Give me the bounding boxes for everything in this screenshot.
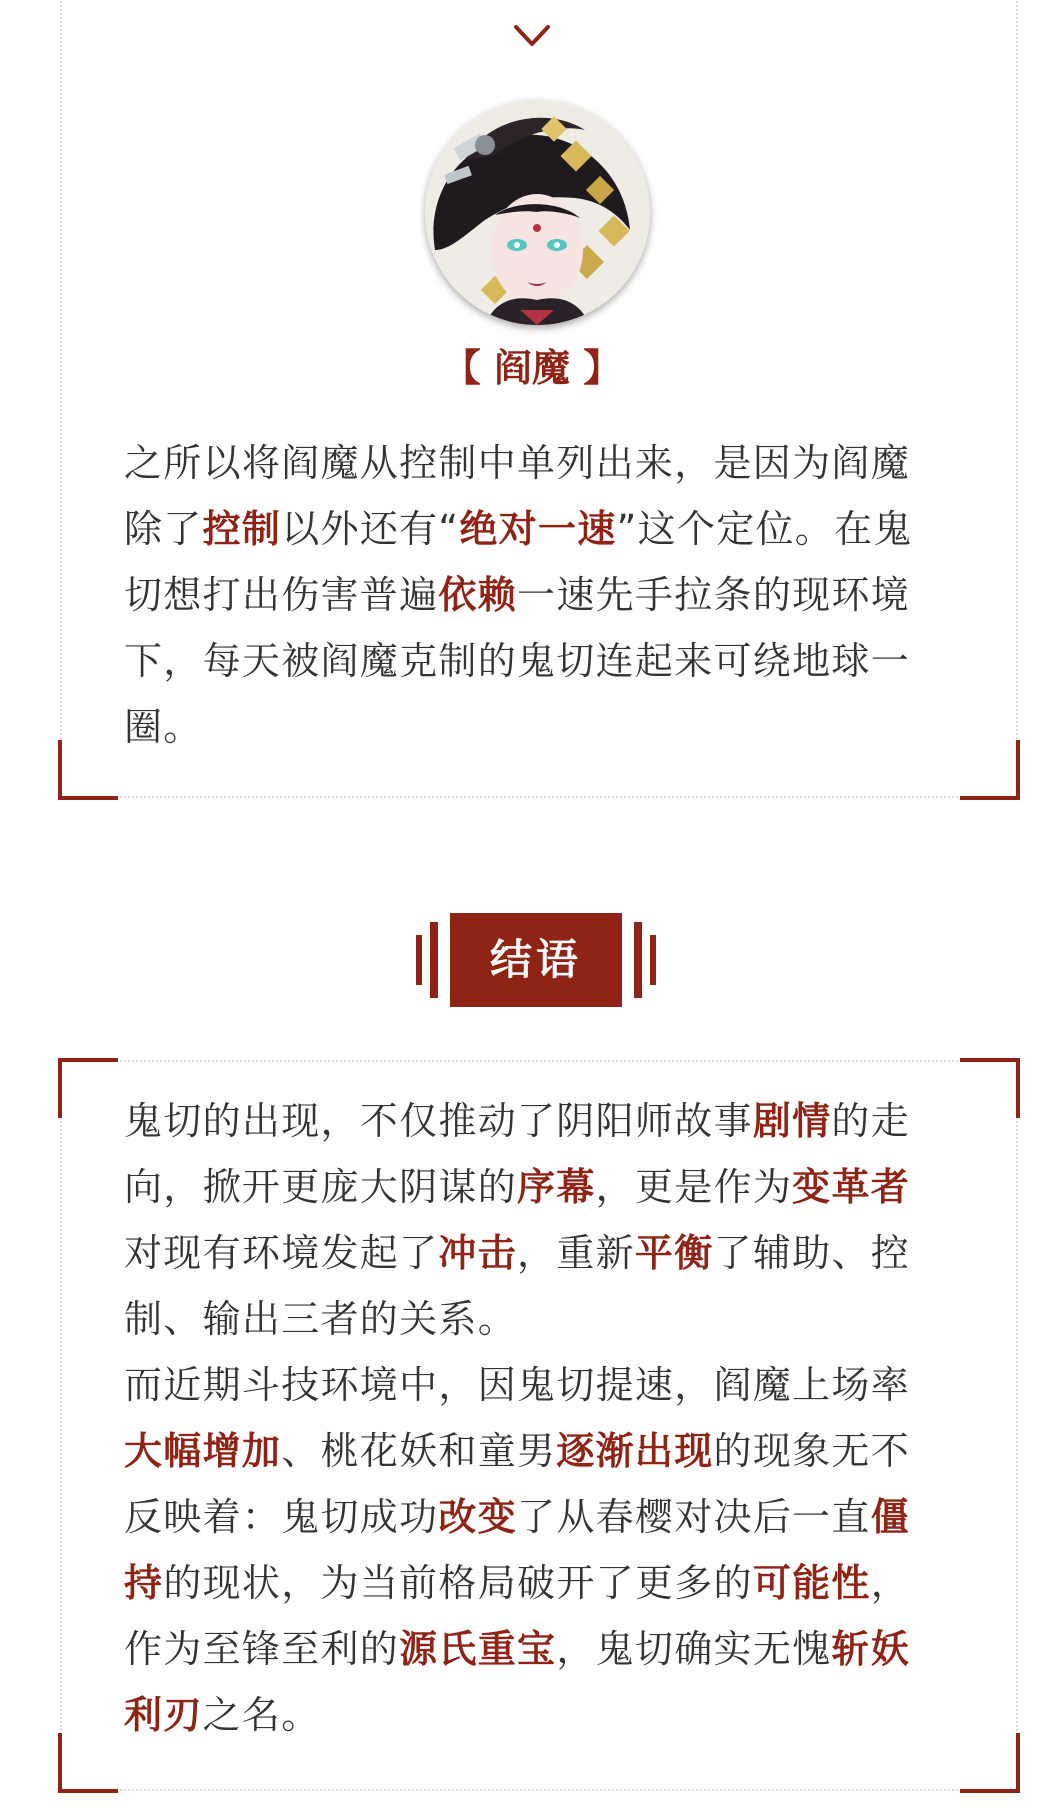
- highlighted-keyword: 可能性: [752, 1561, 871, 1605]
- highlighted-keyword: 依赖: [438, 573, 518, 617]
- paragraph-text: 之所以将阎魔从控制中单列出来，是因为阎魔除了: [124, 441, 911, 551]
- highlighted-keyword: 源氏重宝: [399, 1627, 557, 1671]
- paragraph-text: 一速先手拉条的现环境下，每天被阎魔克制的鬼切连起来可绕地球一圈。: [124, 573, 911, 749]
- highlighted-keyword: 逐渐出现: [556, 1429, 714, 1473]
- conclusion-paragraph-1: [124, 1088, 944, 1352]
- paragraph-text: 而近期斗技环境中，因鬼切提速，阎魔上场率: [124, 1363, 911, 1407]
- chevron-down-icon[interactable]: [513, 22, 551, 50]
- paragraph-text: ”这个定位。在鬼切想打出伤害普遍: [124, 507, 913, 617]
- conclusion-title: 结语: [450, 913, 622, 1007]
- highlighted-keyword: 剧情: [752, 1099, 832, 1143]
- paragraph-text: 以外还有“: [281, 507, 460, 551]
- paragraph-text: 之名。: [202, 1693, 321, 1737]
- paragraph-text: 的走向，掀开更庞大阴谋的: [124, 1099, 911, 1209]
- corner-bracket-bottom-right: [960, 740, 1020, 800]
- paragraph-text: 了从春樱对决后一直: [517, 1495, 871, 1539]
- corner-bracket-bottom-right: [960, 1733, 1020, 1793]
- character-name-label: 【 阎魔 】: [442, 346, 622, 390]
- highlighted-keyword: 大幅增加: [124, 1429, 282, 1473]
- highlighted-keyword: 改变: [438, 1495, 518, 1539]
- highlighted-keyword: 控制: [202, 507, 282, 551]
- highlighted-keyword: 冲击: [438, 1231, 518, 1275]
- paragraph-text: ，鬼切确实无愧: [556, 1627, 832, 1671]
- paragraph-text: 、桃花妖和童男: [281, 1429, 557, 1473]
- banner-bar-right-outer: [650, 935, 656, 985]
- paragraph-text: 的现象无不反映着：鬼切成功: [124, 1429, 911, 1539]
- conclusion-paragraph-2: [124, 1352, 944, 1748]
- corner-bracket-top-left: [58, 1058, 118, 1118]
- paragraph-text: 鬼切的出现，不仅推动了阴阳师故事: [124, 1099, 753, 1143]
- paragraph-text: ，重新: [517, 1231, 635, 1275]
- highlighted-keyword: 僵持: [124, 1495, 911, 1605]
- banner-bar-left-outer: [416, 935, 422, 985]
- highlighted-keyword: 绝对一速: [459, 507, 617, 551]
- banner-bar-right-inner: [634, 922, 642, 998]
- banner-bar-left-inner: [430, 922, 438, 998]
- paragraph-text: 了辅助、控制、输出三者的关系。: [124, 1231, 911, 1341]
- corner-bracket-top-right: [960, 1058, 1020, 1118]
- paragraph-text: ，作为至锋至利的: [124, 1561, 911, 1671]
- corner-bracket-bottom-left: [58, 1733, 118, 1793]
- highlighted-keyword: 变革者: [792, 1165, 911, 1209]
- paragraph-text: 对现有环境发起了: [124, 1231, 439, 1275]
- paragraph-text: 的现状，为当前格局破开了更多的: [163, 1561, 753, 1605]
- yama-paragraph: [124, 430, 944, 760]
- highlighted-keyword: 序幕: [517, 1165, 596, 1209]
- corner-bracket-bottom-left: [58, 740, 118, 800]
- highlighted-keyword: 平衡: [634, 1231, 714, 1275]
- yama-avatar: [425, 100, 650, 325]
- paragraph-text: ，更是作为: [595, 1165, 793, 1209]
- highlighted-keyword: 斩妖利刃: [124, 1627, 911, 1737]
